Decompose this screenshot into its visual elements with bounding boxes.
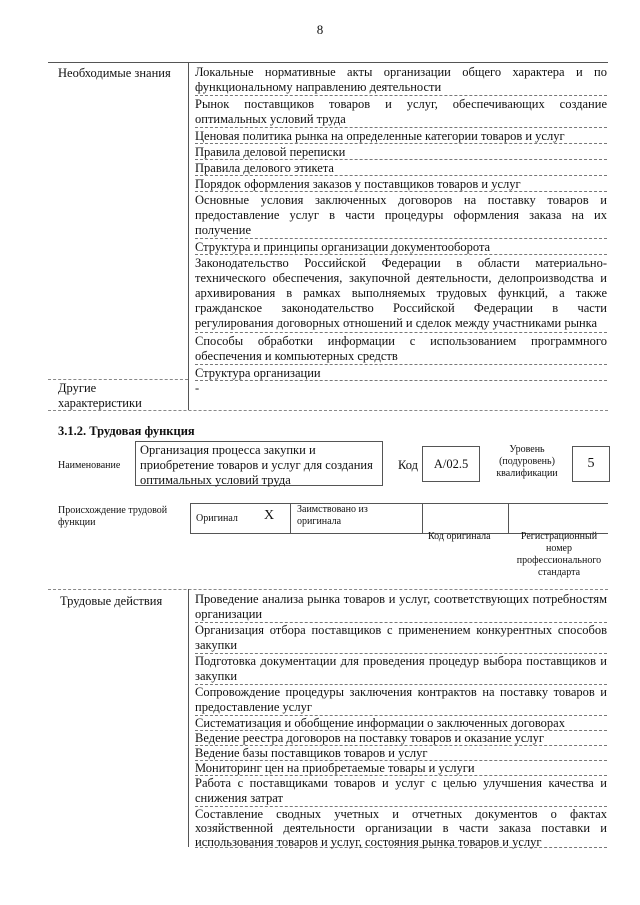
action-item: Сопровождение процедуры заключения контрактов на поставку товаров и предоставление услуг — [195, 685, 607, 714]
section-title: 3.1.2. Трудовая функция — [58, 424, 195, 438]
knowledge-item: Локальные нормативные акты организации общего характера и по функциональному направлению деятельности — [195, 65, 607, 94]
knowledge-item: Основные условия заключенных договоров на поставку товаров и предоставление услуг в части процедуры оформления заказа на их получение — [195, 193, 607, 237]
table-bottom-border — [48, 410, 608, 411]
origin-left-border — [190, 503, 191, 533]
action-item: Составление сводных учетных и отчетных документов о фактах хозяйственной деятельности организации в части заказа поставки и использования товаров и услуг, состояния рынка товаров и услуг — [195, 807, 607, 849]
action-item: Ведение реестра договоров на поставку товаров и оказание услуг — [195, 731, 607, 746]
column-divider — [188, 589, 189, 847]
row-divider — [48, 379, 188, 380]
table-top-border — [48, 589, 608, 590]
original-mark: X — [264, 508, 275, 523]
knowledge-item: Порядок оформления заказов у поставщиков товаров и услуг — [195, 177, 607, 192]
action-item: Работа с поставщиками товаров и услуг с целью улучшения качества и снижения затрат — [195, 776, 607, 805]
column-divider — [188, 62, 189, 410]
action-item: Проведение анализа рынка товаров и услуг, соответствующих потребностям организации — [195, 592, 607, 621]
level-value: 5 — [572, 446, 610, 482]
name-value: Организация процесса закупки и приобретение товаров и услуг для создания оптимальных условий труда — [135, 441, 383, 486]
other-label: Другие характеристики — [58, 381, 142, 410]
knowledge-item: Ценовая политика рынка на определенные категории товаров и услуг — [195, 129, 607, 144]
page-number: 8 — [316, 22, 324, 37]
origin-divider — [422, 503, 423, 533]
table-top-border — [48, 62, 608, 63]
action-item: Ведение базы поставщиков товаров и услуг — [195, 746, 607, 761]
origin-divider — [508, 503, 509, 533]
level-label: Уровень (подуровень) квалификации — [496, 444, 558, 479]
knowledge-item: Рынок поставщиков товаров и услуг, обеспечивающих создание оптимальных условий труда — [195, 97, 607, 126]
knowledge-label: Необходимые знания — [58, 66, 171, 80]
knowledge-item: Правила деловой переписки — [195, 145, 607, 160]
knowledge-item: Законодательство Российской Федерации в области материально-технического обеспечения, закупочной деятельности, делопроизводства и архивирования в рамках выполняемых трудовых функций, а также гражданское законодательство Российской Федерации в части регулирования договорных отношений и сделок между участниками рынка — [195, 256, 607, 333]
origin-label: Происхождение трудовой функции — [58, 505, 168, 528]
code-value: А/02.5 — [422, 446, 480, 482]
action-item: Подготовка документации для проведения процедур выбора поставщиков и закупки — [195, 654, 607, 683]
knowledge-item: Способы обработки информации с использованием программного обеспечения и компьютерных средств — [195, 334, 607, 363]
actions-label: Трудовые действия — [60, 594, 163, 608]
code-original-label: Код оригинала — [428, 531, 491, 542]
original-label: Оригинал — [196, 513, 238, 524]
reg-number-label: Регистрационный номер профессионального стандарта — [516, 531, 602, 578]
knowledge-item: Правила делового этикета — [195, 161, 607, 176]
name-label: Наименование — [58, 460, 121, 471]
knowledge-item: Структура организации — [195, 366, 607, 381]
action-item: Мониторинг цен на приобретаемые товары и услуги — [195, 761, 607, 776]
other-value: - — [195, 381, 200, 395]
code-label: Код — [398, 458, 418, 472]
action-item: Систематизация и обобщение информации о заключенных договорах — [195, 716, 607, 731]
borrowed-label: Заимствовано из оригинала — [297, 504, 368, 527]
action-item: Организация отбора поставщиков с применением конкурентных способов закупки — [195, 623, 607, 652]
knowledge-item: Структура и принципы организации документооборота — [195, 240, 607, 255]
origin-divider — [290, 503, 291, 533]
